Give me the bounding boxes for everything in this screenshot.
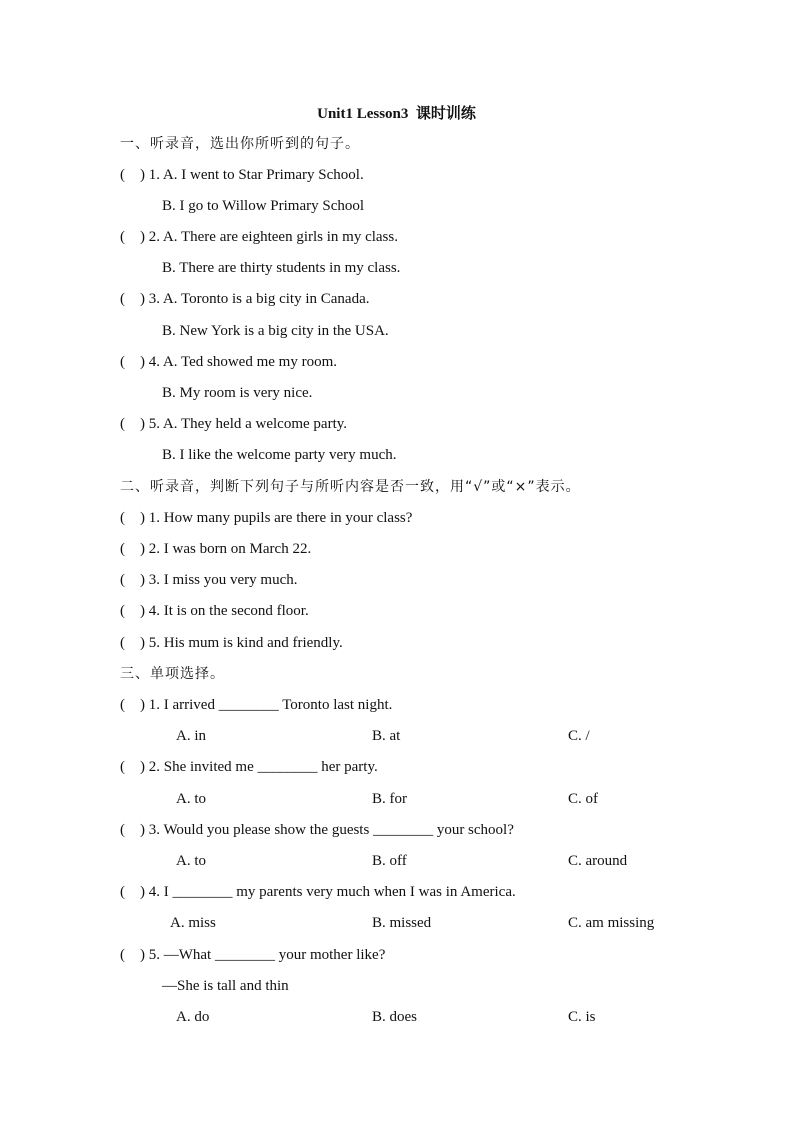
s3-q5: ( ) 5. —What ________ your mother like? <box>120 947 386 963</box>
s1-q1: ( ) 1. A. I went to Star Primary School. <box>120 167 364 183</box>
s3-q4-option-c: C. am missing <box>568 915 655 931</box>
s1-q4: ( ) 4. A. Ted showed me my room. <box>120 354 337 370</box>
s3-q2: ( ) 2. She invited me ________ her party. <box>120 759 378 775</box>
s3-q3-option-b: B. off <box>372 853 407 869</box>
s3-q5-option-b: B. does <box>372 1009 417 1025</box>
s3-q2-option-c: C. of <box>568 791 598 807</box>
s3-q2-option-b: B. for <box>372 791 407 807</box>
page-title: Unit1 Lesson3 课时训练 <box>317 106 476 122</box>
s1-q5-option-b: B. I like the welcome party very much. <box>162 447 397 463</box>
s3-q5-reply: —She is tall and thin <box>162 978 289 994</box>
s3-q1: ( ) 1. I arrived ________ Toronto last night. <box>120 697 393 713</box>
s1-q2-option-b: B. There are thirty students in my class. <box>162 260 401 276</box>
s2-q4: ( ) 4. It is on the second floor. <box>120 603 309 619</box>
s2-q3: ( ) 3. I miss you very much. <box>120 572 298 588</box>
s1-q3: ( ) 3. A. Toronto is a big city in Canada. <box>120 291 370 307</box>
s3-q1-option-b: B. at <box>372 728 401 744</box>
s3-q5-option-a: A. do <box>176 1009 210 1025</box>
s1-q5: ( ) 5. A. They held a welcome party. <box>120 416 348 432</box>
s1-q3-option-b: B. New York is a big city in the USA. <box>162 323 389 339</box>
s2-q2: ( ) 2. I was born on March 22. <box>120 541 312 557</box>
s3-q2-option-a: A. to <box>176 791 206 807</box>
s1-q1-option-b: B. I go to Willow Primary School <box>162 198 365 214</box>
s2-q1: ( ) 1. How many pupils are there in your class? <box>120 510 413 526</box>
s3-q3-option-a: A. to <box>176 853 206 869</box>
section-1-heading: 一、听录音，选出你所听到的句子。 <box>120 136 360 152</box>
s3-q3: ( ) 3. Would you please show the guests ________ your school? <box>120 822 514 838</box>
section-3-heading: 三、单项选择。 <box>120 666 225 682</box>
s3-q1-option-c: C. / <box>568 728 590 744</box>
s2-q5: ( ) 5. His mum is kind and friendly. <box>120 635 343 651</box>
s1-q4-option-b: B. My room is very nice. <box>162 385 313 401</box>
s3-q1-option-a: A. in <box>176 728 206 744</box>
section-2-heading: 二、听录音，判断下列句子与所听内容是否一致，用“√”或“×”表示。 <box>120 479 581 495</box>
s3-q5-option-c: C. is <box>568 1009 596 1025</box>
s3-q4-option-a: A. miss <box>170 915 216 931</box>
s3-q4-option-b: B. missed <box>372 915 432 931</box>
s1-q2: ( ) 2. A. There are eighteen girls in my class. <box>120 229 398 245</box>
s3-q3-option-c: C. around <box>568 853 628 869</box>
s3-q4: ( ) 4. I ________ my parents very much when I was in America. <box>120 884 516 900</box>
